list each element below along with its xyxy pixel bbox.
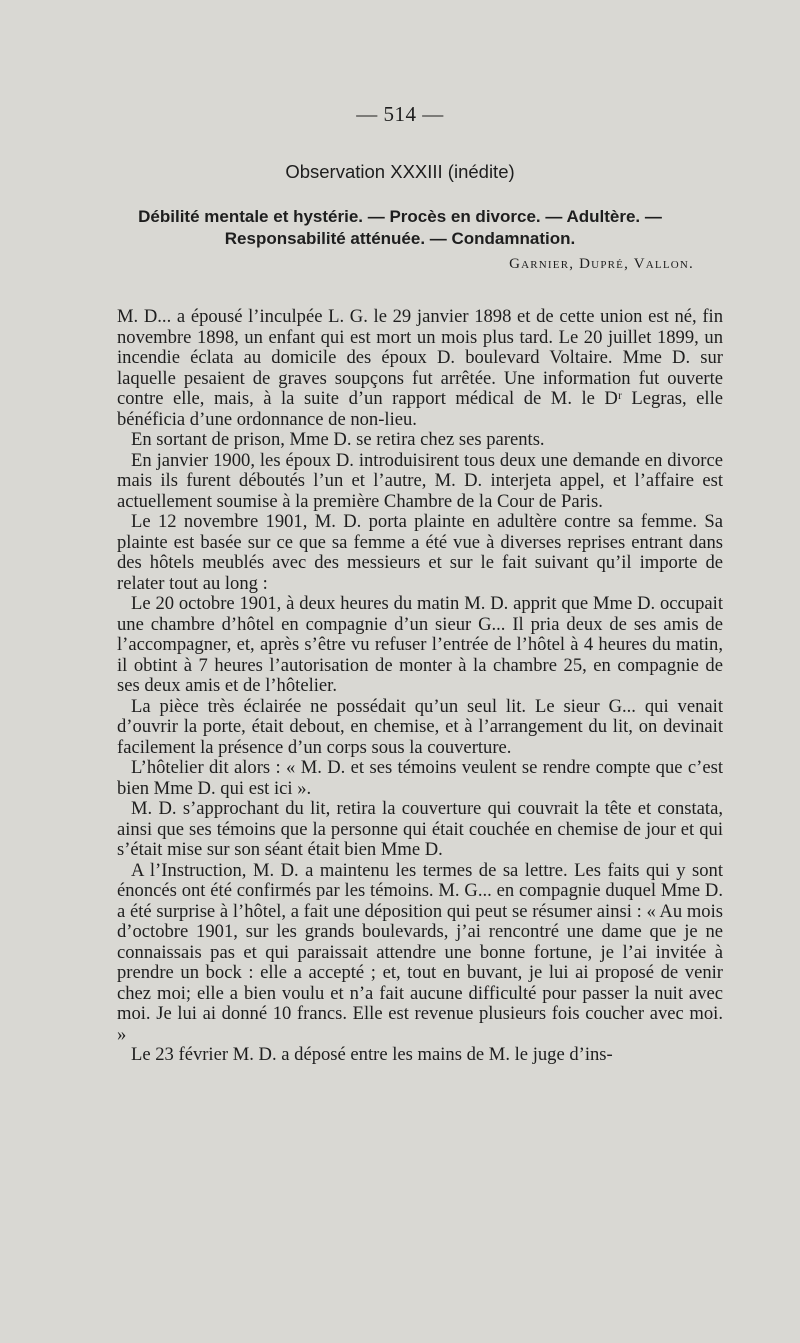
page-number: — 514 — <box>356 102 444 126</box>
authors: Garnier, Dupré, Vallon. <box>509 256 694 272</box>
subject-heading <box>117 206 683 250</box>
paragraph: A l’Instruction, M. D. a maintenu les termes de sa lettre. Les faits qui y sont énoncés ont été confirmés par les témoins. M. G... en compagnie duquel Mme D. a été surprise à l’hôtel, a fait une déposition qui peut se résumer ainsi : « Au mois d’octobre 1901, sur les grands boulevards, j’ai rencontré une dame que je ne connaissais pas et qui paraissait attendre une bonne fortune, je l’ai invitée à prendre un bock : elle a accepté ; et, tout en buvant, je lui ai proposé de venir chez moi; elle a bien voulu et n’a fait aucune difficulté pour passer la nuit avec moi. Je lui ai donné 10 francs. Elle est revenue plusieurs fois coucher avec moi. » <box>117 859 723 1045</box>
paragraph: Le 12 novembre 1901, M. D. porta plainte en adultère contre sa femme. Sa plainte est basée sur ce que sa femme a été vue à diverses reprises entrant dans des hôtels meublés avec des messieurs et sur le fait suivant qu’il importe de relater tout au long : <box>117 511 723 594</box>
paragraph: L’hôtelier dit alors : « M. D. et ses témoins veulent se rendre compte que c’est bien Mme D. qui est ici ». <box>117 757 723 799</box>
paragraph: En sortant de prison, Mme D. se retira chez ses parents. <box>131 429 545 450</box>
paragraph: Le 20 octobre 1901, à deux heures du matin M. D. apprit que Mme D. occupait une chambre d’hôtel en compagnie d’un sieur G... Il pria deux de ses amis de l’accompagner, et, après s’être vu refuser l’entrée de l’hôtel à 4 heures du matin, il obtint à 7 heures l’autorisation de monter à la chambre 25, en compagnie de ses deux amis et de l’hôtelier. <box>117 593 723 696</box>
paragraph: M. D... a épousé l’inculpée L. G. le 29 janvier 1898 et de cette union est né, fin novembre 1898, un enfant qui est mort un mois plus tard. Le 20 juillet 1899, un incendie éclata au domicile des époux D. boulevard Voltaire. Mme D. sur laquelle pesaient de graves soupçons fut arrêtée. Une information fut ouverte contre elle, mais, à la suite d’un rapport médical de M. le Dʳ Legras, elle bénéficia d’une ordonnance de non-lieu. <box>117 306 723 430</box>
observation-title: Observation XXXIII (inédite) <box>285 161 515 182</box>
subject-line: Débilité mentale et hystérie. — Procès en divorce. — Adultère. — <box>138 207 662 226</box>
subject-line: Responsabilité atténuée. — Condamnation. <box>224 229 576 248</box>
paragraph: En janvier 1900, les époux D. introduisirent tous deux une demande en divorce mais ils furent déboutés l’un et l’autre, M. D. interjeta appel, et l’affaire est actuellement soumise à la première Chambre de la Cour de Paris. <box>117 449 723 512</box>
paragraph: M. D. s’approchant du lit, retira la couverture qui couvrait la tête et constata, ainsi que ses témoins que la personne qui était couchée en chemise de jour et qui s’était mise sur son séant était bien Mme D. <box>117 798 723 860</box>
paragraph: Le 23 février M. D. a déposé entre les mains de M. le juge d’ins- <box>131 1044 613 1065</box>
body-text <box>117 307 723 1066</box>
paragraph: La pièce très éclairée ne possédait qu’un seul lit. Le sieur G... qui venait d’ouvrir la porte, était debout, en chemise, et à l’arrangement du lit, on devinait facilement la présence d’un corps sous la couverture. <box>117 695 723 758</box>
